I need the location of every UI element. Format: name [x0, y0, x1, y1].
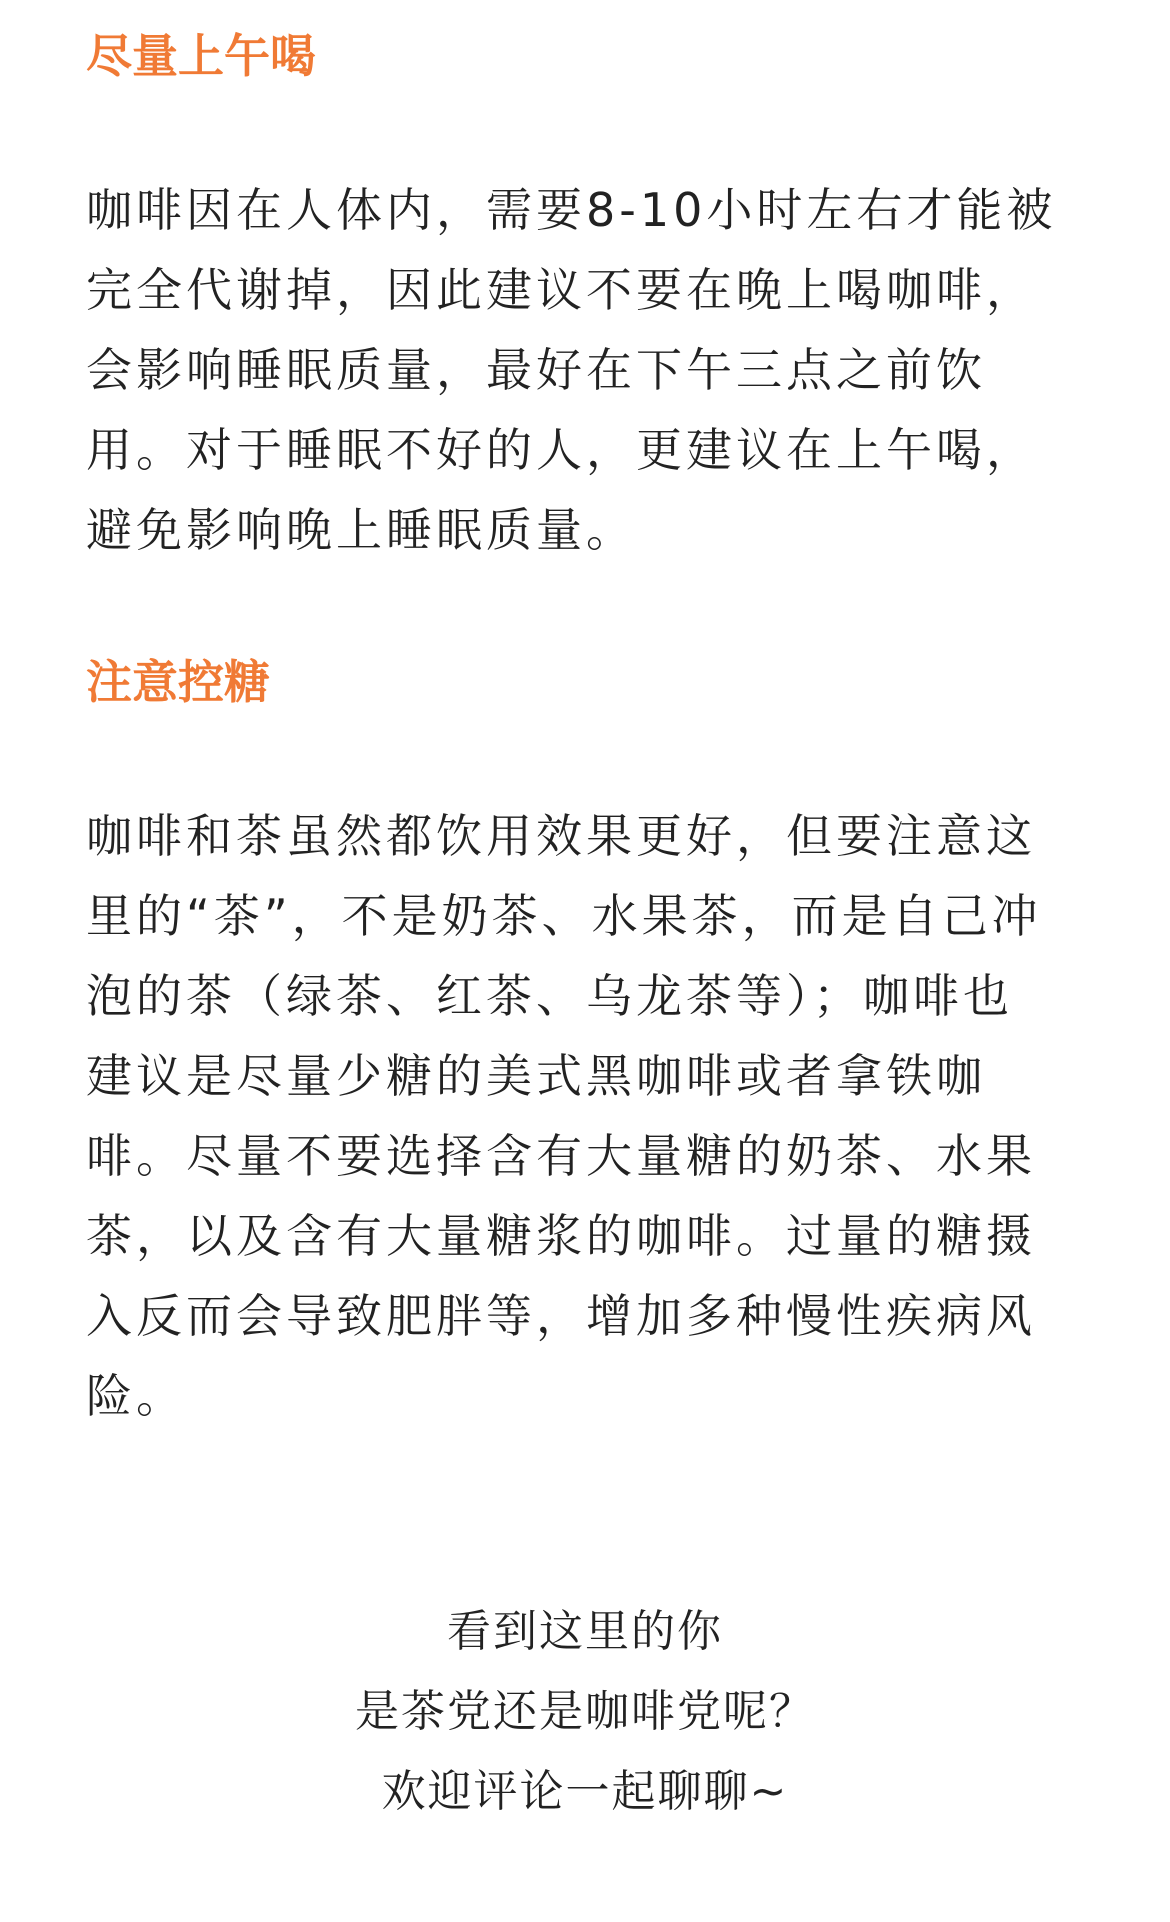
section-paragraph-morning: [86, 170, 1086, 570]
closing-line: 欢迎评论一起聊聊~: [381, 1766, 789, 1817]
paragraph-line: 咖啡和茶虽然都饮用效果更好，但要注意这: [86, 809, 1036, 863]
paragraph-line: 建议是尽量少糖的美式黑咖啡或者拿铁咖: [86, 1049, 986, 1103]
section-paragraph-sugar: [86, 796, 1086, 1436]
section-heading-morning: 尽量上午喝: [86, 29, 316, 83]
paragraph-line: 避免影响晚上睡眠质量。: [86, 503, 636, 557]
closing-line: 是茶党还是咖啡党呢？: [355, 1686, 815, 1737]
paragraph-line: 险。: [86, 1369, 186, 1423]
closing-message: [0, 1592, 1170, 1832]
paragraph-line: 完全代谢掉，因此建议不要在晚上喝咖啡，: [86, 263, 1036, 317]
paragraph-line: 会影响睡眠质量，最好在下午三点之前饮: [86, 343, 986, 397]
paragraph-line: 泡的茶（绿茶、红茶、乌龙茶等）；咖啡也: [86, 969, 1013, 1023]
paragraph-line: 入反而会导致肥胖等，增加多种慢性疾病风: [86, 1289, 1036, 1343]
paragraph-line: 茶，以及含有大量糖浆的咖啡。过量的糖摄: [86, 1209, 1036, 1263]
section-heading-sugar: 注意控糖: [86, 655, 270, 709]
paragraph-line: 里的“茶”，不是奶茶、水果茶，而是自己冲: [86, 889, 1042, 943]
paragraph-line: 啡。尽量不要选择含有大量糖的奶茶、水果: [86, 1129, 1036, 1183]
closing-line: 看到这里的你: [447, 1606, 723, 1657]
paragraph-line: 用。对于睡眠不好的人，更建议在上午喝，: [86, 423, 1036, 477]
paragraph-line: 咖啡因在人体内，需要8-10小时左右才能被: [86, 183, 1057, 237]
